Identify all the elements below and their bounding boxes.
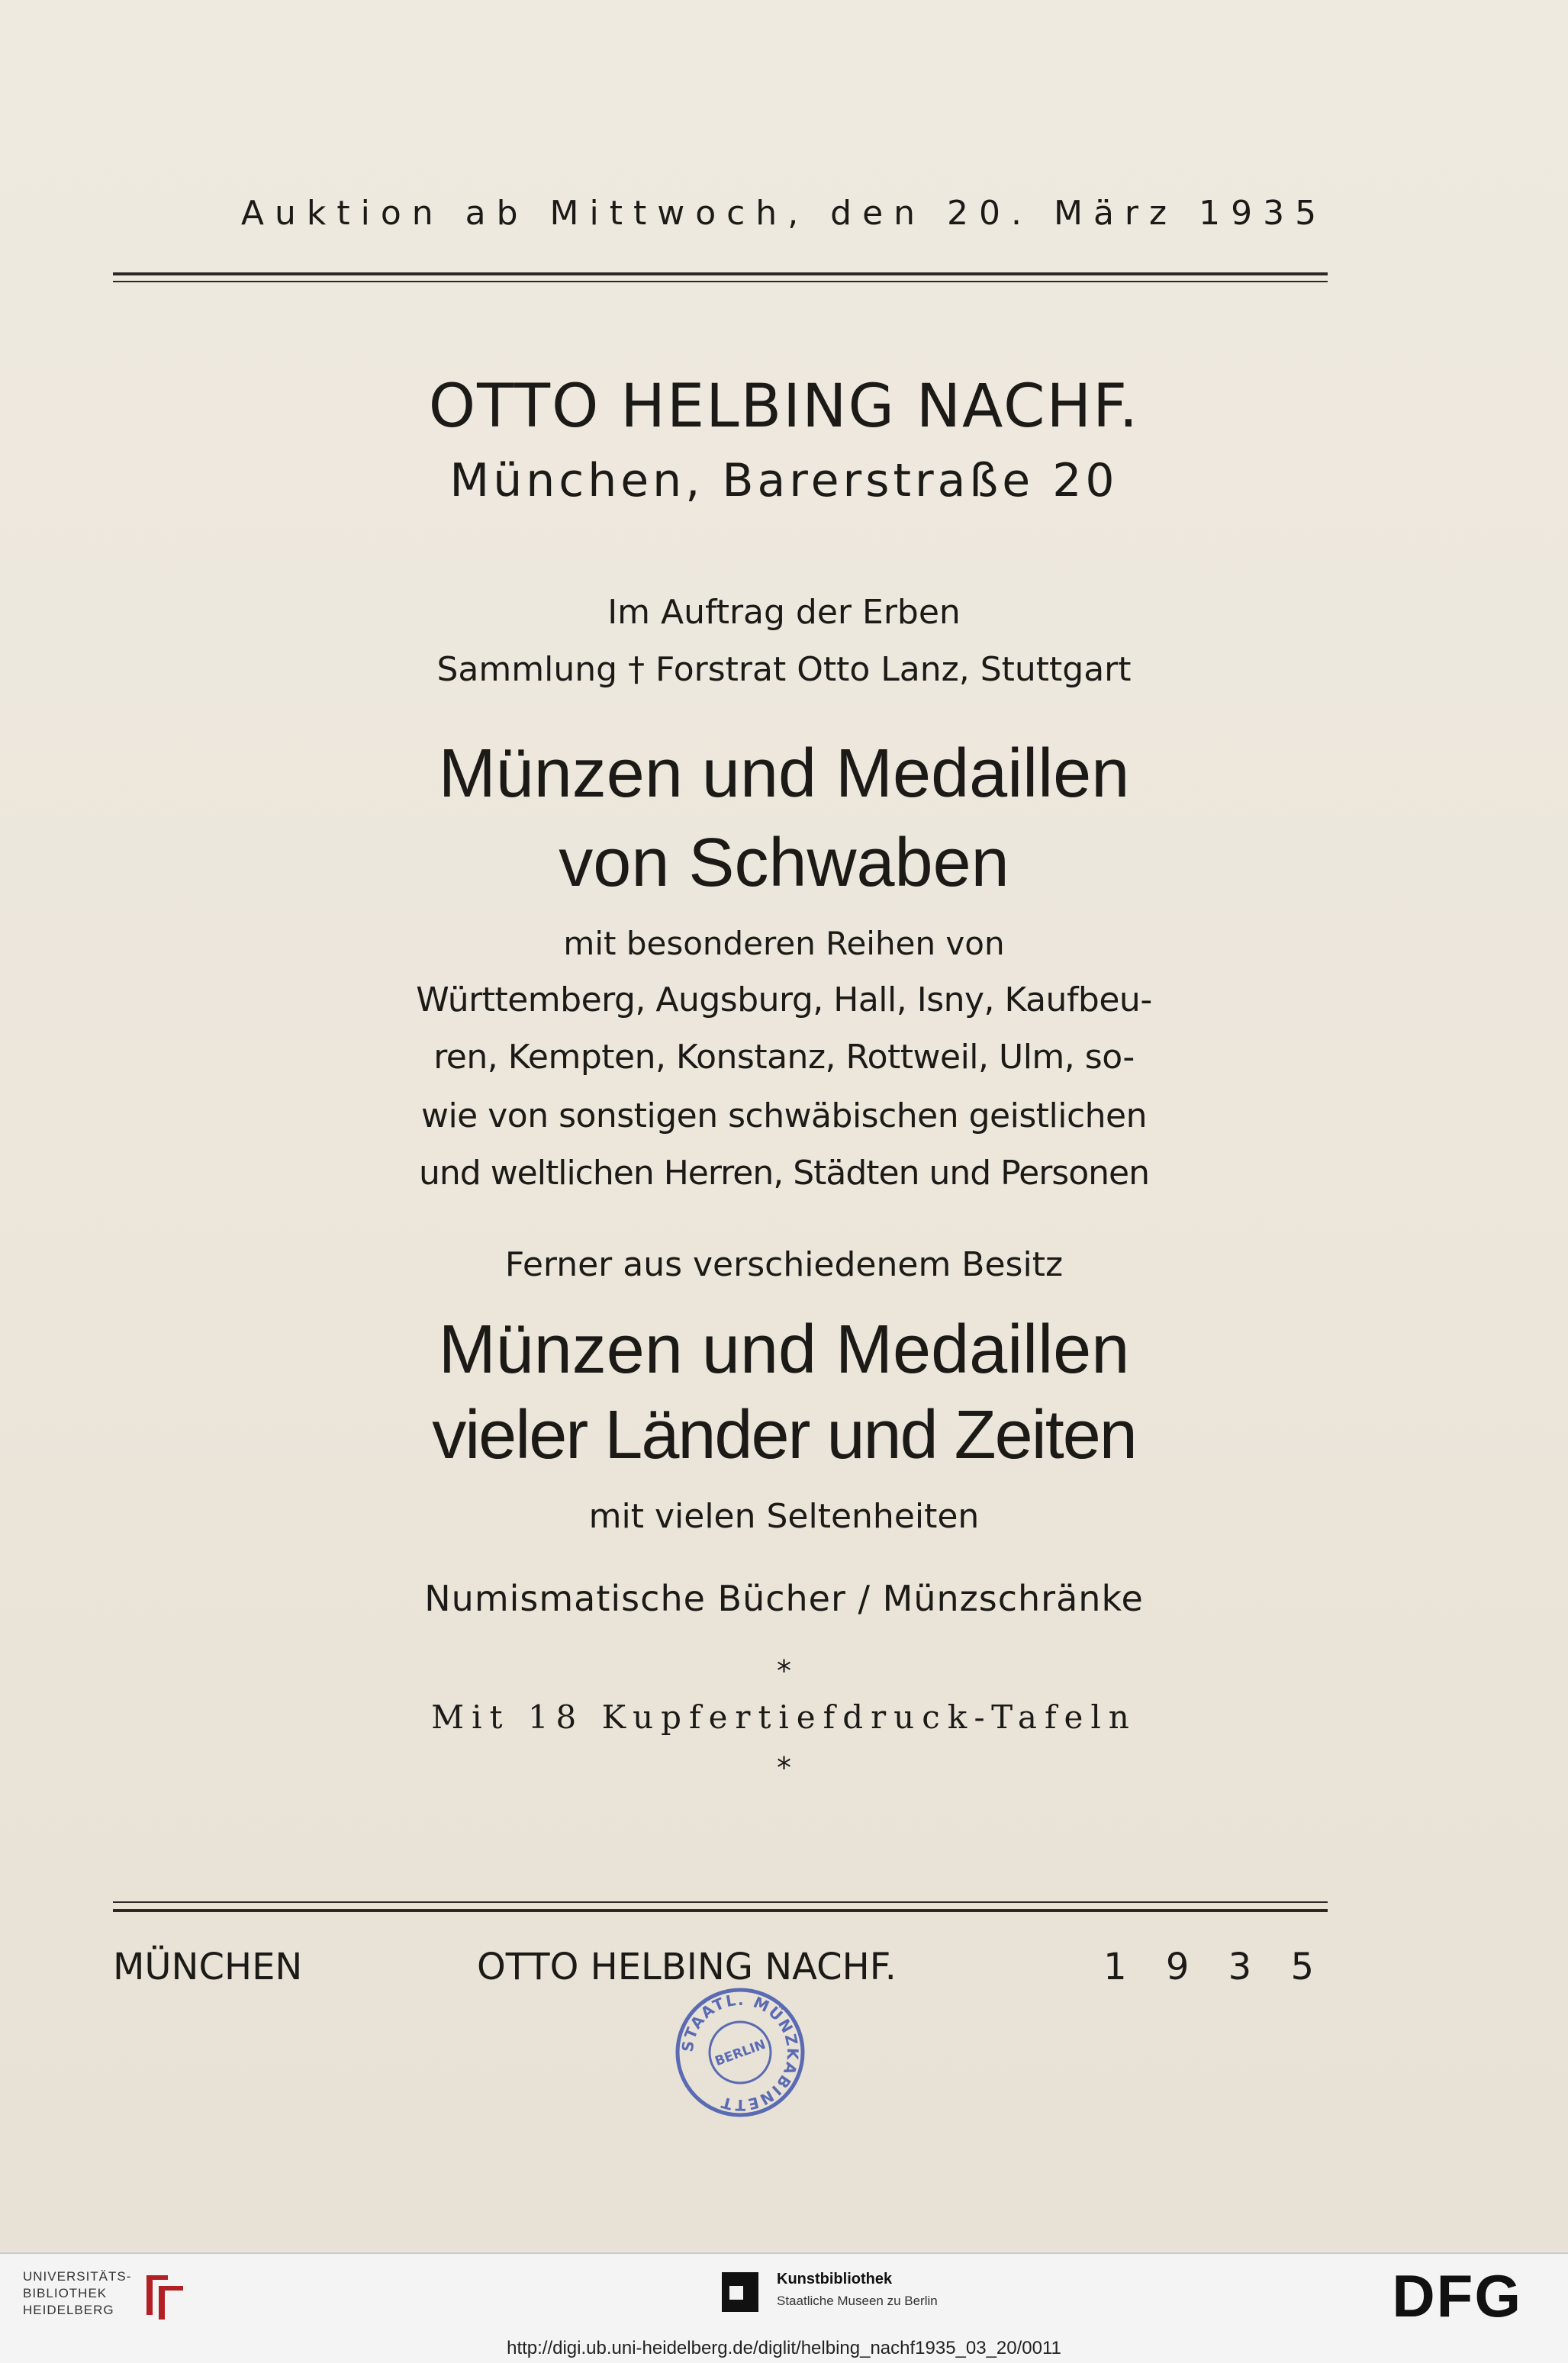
commission-line-1: Im Auftrag der Erben xyxy=(607,593,961,632)
imprint-publisher: OTTO HELBING NACHF. xyxy=(477,1946,897,1988)
kunstbibliothek-title: Kunstbibliothek xyxy=(777,2271,893,2287)
top-rule-thick xyxy=(113,272,1328,275)
description-line-3: ren, Kempten, Konstanz, Rottweil, Ulm, so- xyxy=(433,1038,1135,1077)
ub-logo-line-3: HEIDELBERG xyxy=(23,2303,114,2317)
description-line-4: wie von sonstigen schwäbischen geistlichen xyxy=(420,1096,1148,1135)
bottom-rule-thin xyxy=(113,1901,1328,1903)
firm-name: OTTO HELBING NACHF. xyxy=(428,372,1140,441)
imprint-year: 1 9 3 5 xyxy=(1103,1946,1328,1988)
imprint-city: MÜNCHEN xyxy=(113,1946,303,1988)
dfg-logo[interactable]: DFG xyxy=(1392,2262,1522,2329)
further-property-line: Ferner aus verschiedenem Besitz xyxy=(504,1245,1064,1284)
description-line-1: mit besonderen Reihen von xyxy=(563,925,1005,962)
ub-logo-line-2: BIBLIOTHEK xyxy=(23,2286,108,2300)
kunstbibliothek-subtitle: Staatliche Museen zu Berlin xyxy=(777,2294,938,2308)
kunstbibliothek-mark-icon xyxy=(717,2269,763,2315)
main-title-2-line-2: vieler Länder und Zeiten xyxy=(432,1397,1136,1473)
main-title-2-line-1: Münzen und Medaillen xyxy=(438,1312,1130,1388)
main-title-1-line-1: Münzen und Medaillen xyxy=(438,736,1130,812)
rarities-line: mit vielen Seltenheiten xyxy=(588,1497,980,1536)
kunstbibliothek-logo[interactable] xyxy=(717,2269,961,2323)
museum-stamp xyxy=(671,1984,809,2121)
asterisk-bottom: * xyxy=(777,1751,791,1785)
footer-divider xyxy=(0,2252,1568,2254)
source-url-link[interactable]: http://digi.ub.uni-heidelberg.de/diglit/helbing_nachf1935_03_20/0011 xyxy=(507,2338,1061,2358)
books-line: Numismatische Bücher / Münzschränke xyxy=(424,1578,1144,1619)
bottom-rule-thick xyxy=(113,1909,1328,1912)
stamp-center-text: BERLIN xyxy=(713,2036,768,2070)
auction-date-heading: Auktion ab Mittwoch, den 20. März 1935 xyxy=(240,194,1328,233)
description-line-2: Württemberg, Augsburg, Hall, Isny, Kaufbeu- xyxy=(416,980,1152,1019)
ub-heidelberg-logo[interactable] xyxy=(23,2269,198,2338)
firm-address: München, Barerstraße 20 xyxy=(449,454,1119,507)
commission-line-2: Sammlung † Forstrat Otto Lanz, Stuttgart xyxy=(436,650,1132,689)
digitization-footer xyxy=(0,2252,1568,2363)
description-line-5: und weltlichen Herren, Städten und Personen xyxy=(419,1154,1149,1193)
plates-line: Mit 18 Kupfertiefdruck-Tafeln xyxy=(431,1698,1137,1736)
top-rule-thin xyxy=(113,281,1328,282)
asterisk-top: * xyxy=(777,1654,791,1688)
main-title-1-line-2: von Schwaben xyxy=(559,825,1009,901)
ub-logo-line-1: UNIVERSITÄTS- xyxy=(23,2269,132,2284)
ub-logo-mark-icon xyxy=(139,2269,192,2323)
stamp-ring-text: STAATL. MÜNZKABINETT xyxy=(678,1990,803,2115)
